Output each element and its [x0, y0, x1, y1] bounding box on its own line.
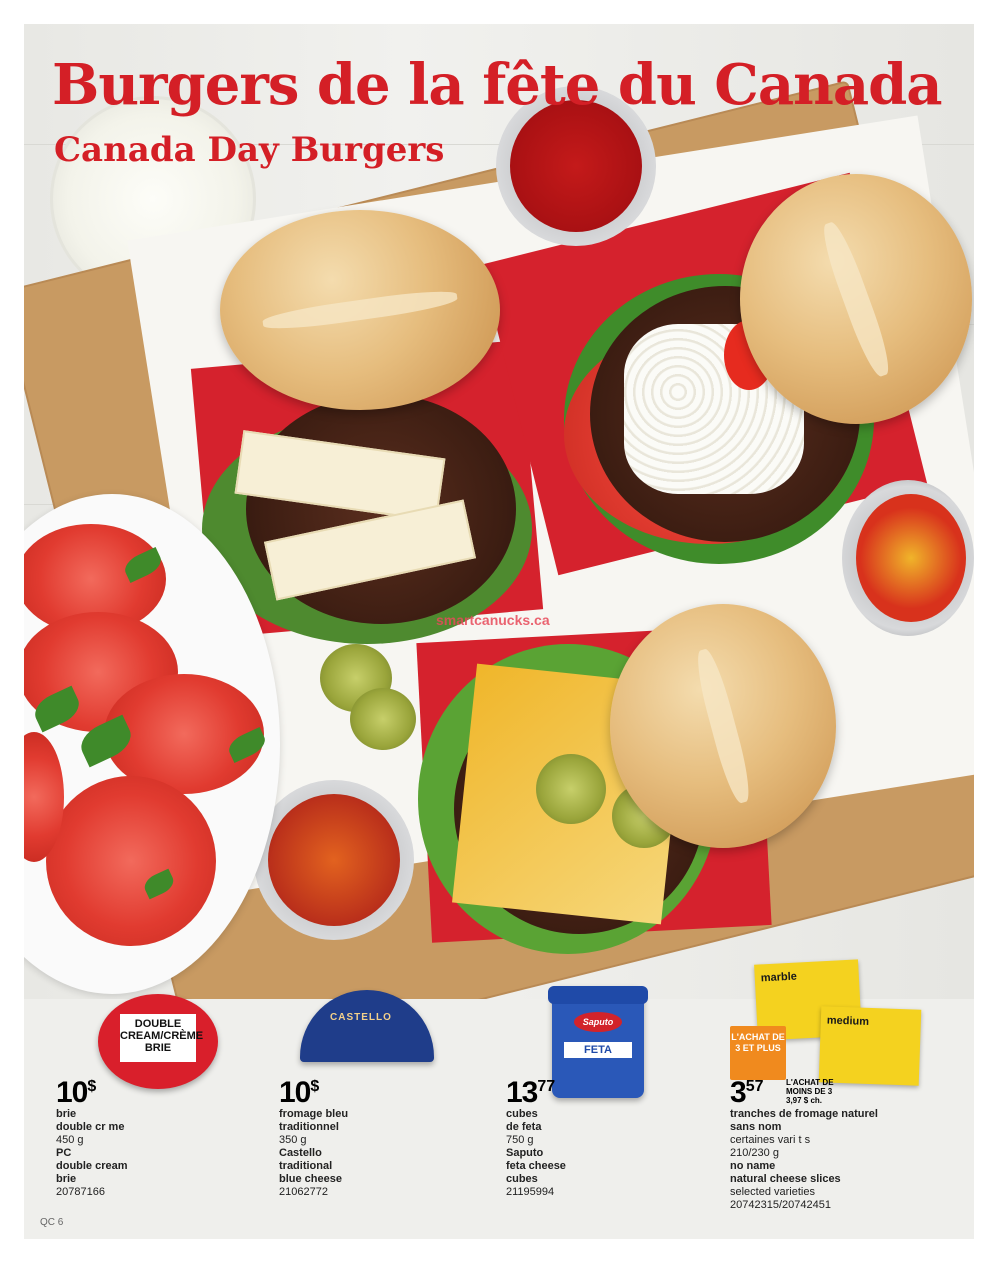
product-name-en: feta cheese: [506, 1160, 566, 1172]
price-main: 3: [730, 1076, 746, 1109]
price-sup: $: [310, 1078, 320, 1095]
product-name-en: brie: [56, 1173, 77, 1185]
feta-lid: [548, 986, 648, 1004]
watermark: smartcanucks.ca: [436, 612, 550, 628]
page-title-fr: Burgers de la fête du Canada: [52, 52, 942, 118]
burger-bun-top: [740, 174, 972, 424]
product-code: 21195994: [506, 1186, 555, 1198]
product-name-fr: cubes: [506, 1108, 538, 1120]
product-brand: Castello: [279, 1147, 322, 1159]
burger-bun-top: [610, 604, 836, 848]
product-code: 20787166: [56, 1186, 105, 1198]
product-name-fr: tranches de fromage naturel: [730, 1108, 878, 1120]
pickle-slice: [536, 754, 606, 824]
product-name-fr: traditionnel: [279, 1121, 339, 1133]
feta-package-image: [552, 986, 644, 1098]
ketchup: [510, 100, 642, 232]
price-main: 13: [506, 1076, 538, 1109]
cheese-slices-package-image: [819, 1006, 922, 1085]
product-text-feta: [506, 1108, 566, 1199]
single-price-label: L'ACHAT DE MOINS DE 3: [786, 1078, 834, 1096]
product-name-en: traditional: [279, 1160, 333, 1172]
product-brand: PC: [56, 1147, 72, 1159]
price-brie: [56, 1076, 96, 1110]
pickled-peppers: [856, 494, 966, 622]
product-text-slices: [730, 1108, 950, 1212]
price-main: 10: [279, 1076, 311, 1109]
product-name-fr: double cr me: [56, 1121, 125, 1133]
burger-photo: [24, 24, 974, 999]
price-slices: [730, 1076, 763, 1110]
price-feta: [506, 1076, 555, 1110]
pickle-slice: [350, 688, 416, 750]
price-sup: $: [87, 1078, 97, 1095]
product-text-brie: [56, 1108, 128, 1199]
product-size: 450 g: [56, 1134, 84, 1146]
product-name-en: blue cheese: [279, 1173, 342, 1185]
burger-bun-top: [220, 210, 500, 410]
product-code: 20742315/20742451: [730, 1199, 831, 1211]
product-name-fr: de feta: [506, 1121, 542, 1133]
product-name-fr: brie: [56, 1108, 77, 1120]
page-code: QC 6: [40, 1217, 64, 1228]
brie-package-image: [98, 994, 218, 1089]
product-brand: no name: [730, 1160, 776, 1172]
product-variety-en: selected varieties: [730, 1186, 815, 1198]
product-size: 210/230 g: [730, 1147, 779, 1159]
price-sup: 57: [745, 1078, 764, 1095]
product-size: 350 g: [279, 1134, 307, 1146]
product-brand: Saputo: [506, 1147, 544, 1159]
product-name-fr: fromage bleu: [279, 1108, 349, 1120]
cheese-slices-label: medium: [826, 1014, 870, 1028]
product-code: 21062772: [279, 1186, 328, 1198]
single-price-note: [786, 1078, 856, 1105]
price-main: 10: [56, 1076, 88, 1109]
castello-package-label: CASTELLO: [330, 1012, 392, 1023]
castello-package-image: [300, 990, 434, 1062]
brie-package-label: DOUBLE CREAM/CRÈME BRIE: [120, 1014, 196, 1062]
product-name-en: natural cheese slices: [730, 1173, 841, 1185]
single-price-value: 3,97 $ ch.: [786, 1096, 823, 1105]
cheese-slices-label: marble: [760, 970, 798, 985]
product-name-en: cubes: [506, 1173, 538, 1185]
tomato-slice: [46, 776, 216, 946]
product-variety-fr: certaines vari t s: [730, 1134, 811, 1146]
multi-buy-badge: L'ACHAT DE 3 ET PLUS: [730, 1026, 786, 1080]
product-name-en: double cream: [56, 1160, 128, 1172]
page-title-en: Canada Day Burgers: [54, 130, 445, 170]
price-castello: [279, 1076, 319, 1110]
product-text-castello: [279, 1108, 348, 1199]
flyer-page: [24, 24, 974, 1239]
product-size: 750 g: [506, 1134, 534, 1146]
feta-brand-logo: Saputo: [574, 1012, 622, 1032]
feta-package-label: FETA: [564, 1042, 632, 1058]
hot-pepper-jelly: [268, 794, 400, 926]
price-sup: 77: [537, 1078, 556, 1095]
product-brand-fr: sans nom: [730, 1121, 782, 1133]
